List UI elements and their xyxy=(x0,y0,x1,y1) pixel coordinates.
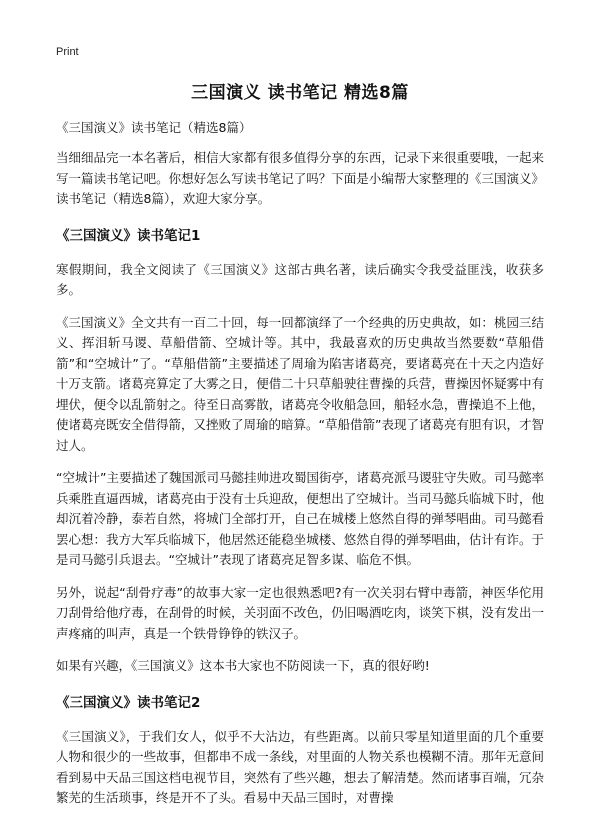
section-1-paragraph-2: 《三国演义》全文共有一百二十回，每一回都演绎了一个经典的历史典故，如：桃园三结义、挥泪斩马谡、草船借箭、空城计等。其中，我最喜欢的历史典故当然要数“草船借箭”和“空城计”了。“草船借箭”主要描述了周瑜为陷害诸葛亮，要诸葛亮在十天之内造好十万支箭。诸葛亮算定了大雾之日，便借二十只草船驶往曹操的兵营，曹操因怀疑雾中有埋伏，便令以乱箭射之。待至日高雾散，诸葛亮令收船急回，船轻水急，曹操追不上他，使诸葛亮既安全借得箭，又挫败了周瑜的暗算。“草船借箭”表现了诸葛亮有胆有识，才智过人。 xyxy=(56,314,544,453)
intro-paragraph: 当细细品完一本名著后，相信大家都有很多值得分享的东西，记录下来很重要哦，一起来写一篇读书笔记吧。你想好怎么写读书笔记了吗？下面是小编帮大家整理的《三国演义》读书笔记（精选8篇），欢迎大家分享。 xyxy=(56,150,544,206)
section-1-paragraph-3: “空城计”主要描述了魏国派司马懿挂帅进攻蜀国街亭，诸葛亮派马谡驻守失败。司马懿率兵乘胜直逼西城，诸葛亮由于没有士兵迎敌，便想出了空城计。当司马懿兵临城下时，他却沉着冷静，泰若自然，将城门全部打开，自己在城楼上悠然自得的弹琴唱曲。司马懿看罢心想：我方大军兵临城下，他居然还能稳坐城楼、悠然自得的弹琴唱曲，估计有诈。于是司马懿引兵退去。“空城计”表现了诸葛亮足智多谋、临危不惧。 xyxy=(56,470,544,567)
document-subtitle: 《三国演义》读书笔记（精选8篇） xyxy=(56,120,252,135)
section-2-paragraph-1: 《三国演义》，于我们女人，似乎不大沾边，有些距离。以前只零星知道里面的几个重要人物和很少的一些故事，但都串不成一条线，对里面的人物关系也模糊不清。那年无意间看到易中天品三国这档电视节目，突然有了些兴趣，想去了解清楚。然而诸事百端，冗杂繁芜的生活琐事，终是开不了头。看易中天品三国时，对曹操 xyxy=(56,728,544,805)
section-heading-1: 《三国演义》读书笔记1 xyxy=(56,227,201,244)
document-title: 三国演义 读书笔记 精选8篇 xyxy=(191,83,409,103)
print-label: Print xyxy=(56,46,79,58)
section-1-paragraph-5: 如果有兴趣，《三国演义》这本书大家也不防阅读一下，真的很好哟! xyxy=(56,658,430,673)
document-body xyxy=(56,118,544,821)
section-heading-2: 《三国演义》读书笔记2 xyxy=(56,694,201,711)
section-1-paragraph-4: 另外，说起“刮骨疗毒”的故事大家一定也很熟悉吧?有一次关羽右臂中毒箭，神医华佗用刀刮骨给他疗毒，在刮骨的时候，关羽面不改色，仍旧喝酒吃肉，谈笑下棋，没有发出一声疼痛的叫声，真是一个铁骨铮铮的铁汉子。 xyxy=(56,584,544,641)
section-1-paragraph-1: 寒假期间，我全文阅读了《三国演义》这部古典名著，读后确实令我受益匪浅，收获多多。 xyxy=(56,261,544,297)
